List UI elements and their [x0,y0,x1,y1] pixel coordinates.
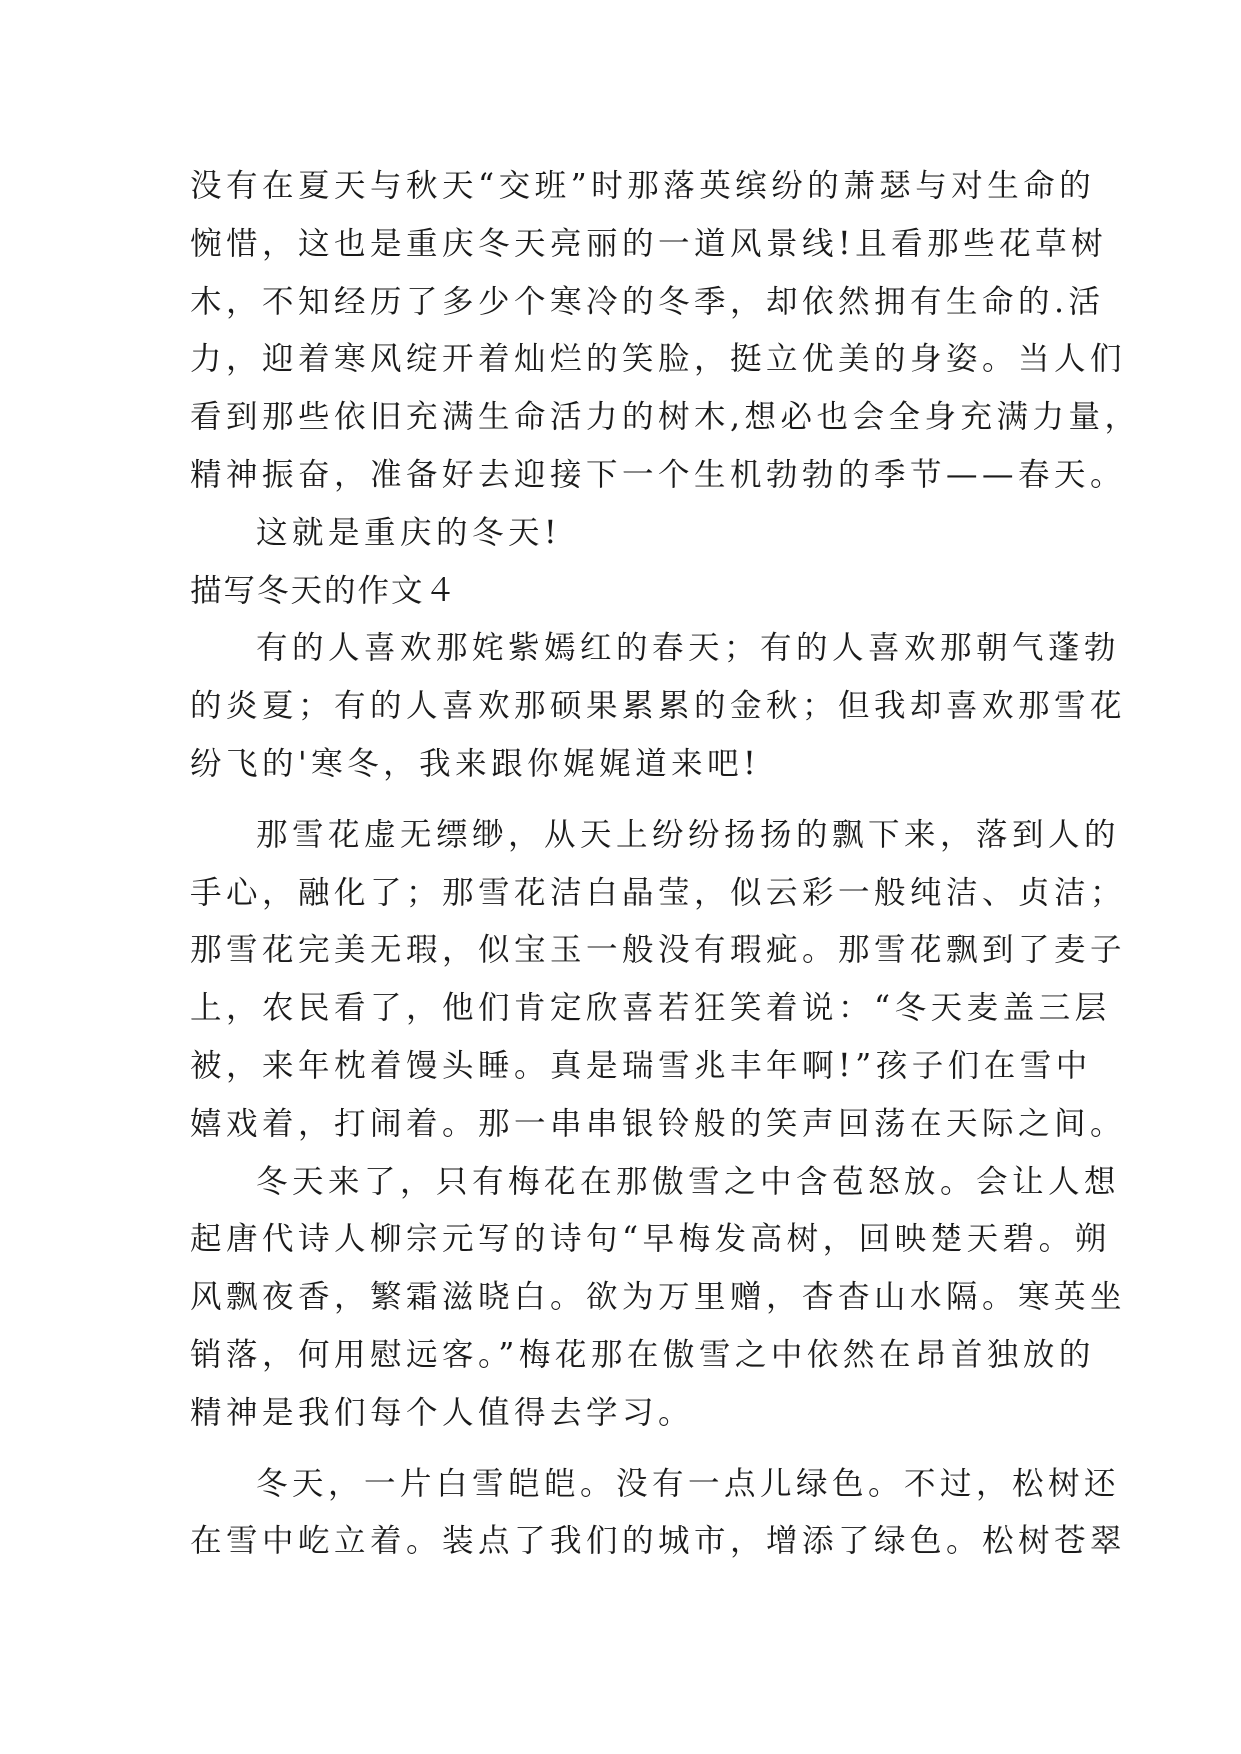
text-line: 看到那些依旧充满生命活力的树木,想必也会全身充满力量， [190,399,1141,436]
text-line: 冬天来了，只有梅花在那傲雪之中含苞怒放。会让人想 [256,1163,1121,1200]
text-line: 被，来年枕着馒头睡。真是瑞雪兆丰年啊!”孩子们在雪中 [190,1047,1092,1084]
paragraph [190,158,1141,505]
text-line: 手心，融化了；那雪花洁白晶莹，似云彩一般纯洁、贞洁； [190,874,1127,911]
text-line: 在雪中屹立着。装点了我们的城市，增添了绿色。松树苍翠 [190,1523,1127,1560]
text-line: 精神是我们每个人值得去学习。 [190,1394,695,1431]
text-line: 销落，何用慰远客。”梅花那在傲雪之中依然在昂首独放的 [190,1336,1095,1373]
text-line: 的炎夏；有的人喜欢那硕果累累的金秋；但我却喜欢那雪花 [190,688,1127,725]
text-line: 上，农民看了，他们肯定欣喜若狂笑着说：“冬天麦盖三层 [190,990,1111,1027]
text-line: 那雪花虚无缥缈，从天上纷纷扬扬的飘下来，落到人的 [256,816,1121,853]
text-line: 没有在夏天与秋天“交班”时那落英缤纷的萧瑟与对生命的 [190,168,1096,204]
text-line: 起唐代诗人柳宗元写的诗句“早梅发高树，回映楚天碧。朔 [190,1221,1111,1258]
paragraph [190,807,1127,1154]
text-line: 风飘夜香，繁霜滋晓白。欲为万里赠，杳杳山水隔。寒英坐 [190,1279,1127,1316]
text-line: 冬天，一片白雪皑皑。没有一点儿绿色。不过，松树还 [256,1465,1121,1502]
paragraph [190,620,1127,793]
text-line: 纷飞的'寒冬，我来跟你娓娓道来吧! [190,745,761,782]
text-line: 嬉戏着，打闹着。那一串串银铃般的笑声回荡在天际之间。 [190,1105,1127,1142]
document-body [190,158,1141,1571]
text-line: 这就是重庆的冬天! [256,514,562,551]
paragraph [190,1456,1127,1572]
text-line: 有的人喜欢那姹紫嫣红的春天；有的人喜欢那朝气蓬勃 [256,630,1121,667]
paragraph [190,505,1070,563]
text-line: 那雪花完美无瑕，似宝玉一般没有瑕疵。那雪花飘到了麦子 [190,932,1127,969]
text-line: 惋惜，这也是重庆冬天亮丽的一道风景线!且看那些花草树 [190,225,1108,262]
text-line: 精神振奋，准备好去迎接下一个生机勃勃的季节——春天。 [190,456,1127,493]
text-line: 木，不知经历了多少个寒冷的冬季，却依然拥有生命的.活 [190,283,1105,320]
paragraph [190,1154,1127,1443]
essay-title: 描写冬天的作文４ [190,572,459,609]
section-heading [190,563,1070,621]
text-line: 力，迎着寒风绽开着灿烂的笑脸，挺立优美的身姿。当人们 [190,341,1127,378]
